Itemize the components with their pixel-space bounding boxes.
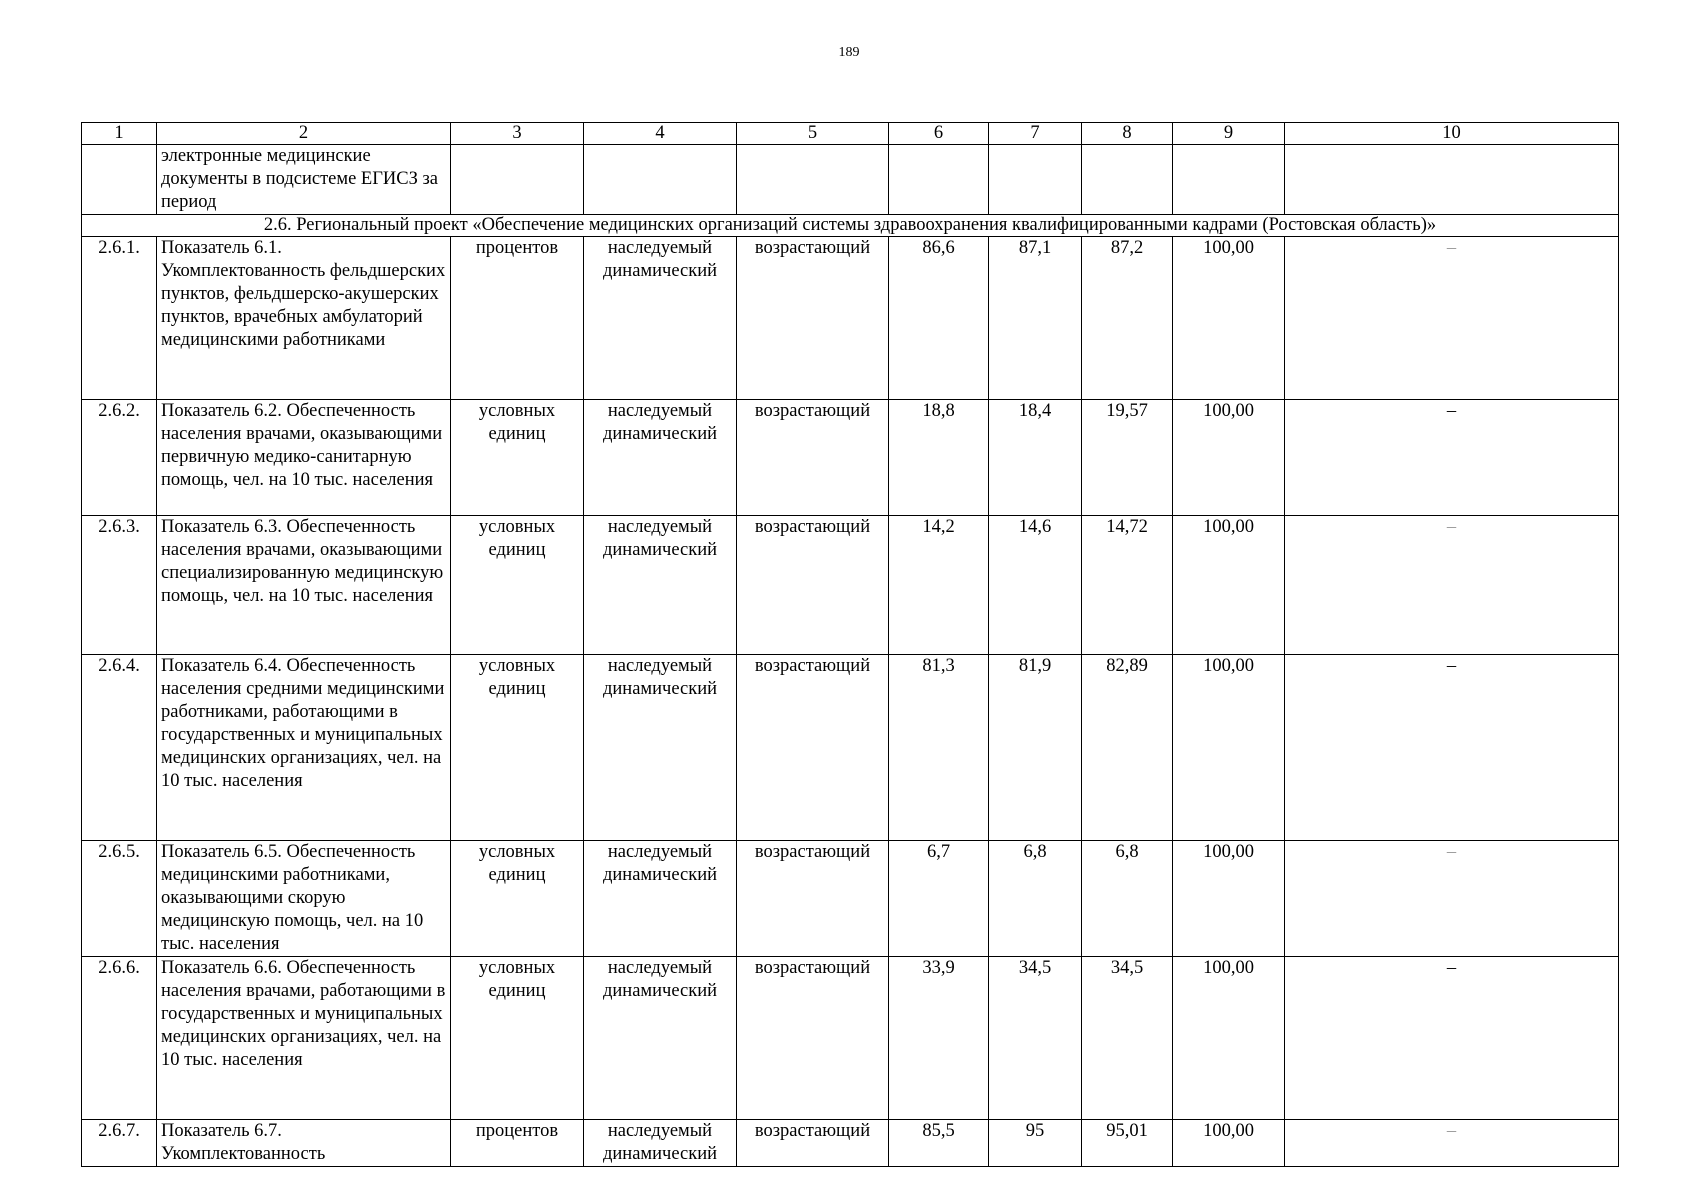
value-col-6: 85,5 — [889, 1120, 989, 1167]
value-col-8: 14,72 — [1082, 516, 1173, 655]
indicator-name: Показатель 6.5. Обеспеченность медицинскими работниками, оказывающими скорую медицинскую помощь, чел. на 10 тыс. населения — [157, 841, 451, 957]
table-row — [82, 841, 1619, 957]
value-col-7: 87,1 — [989, 237, 1082, 400]
empty-cell — [1285, 145, 1619, 215]
value-col-7: 95 — [989, 1120, 1082, 1167]
table-row — [82, 957, 1619, 1120]
dash-mark: – — [1446, 842, 1457, 862]
header-cell: 1 — [82, 123, 157, 145]
value-col-9: 100,00 — [1173, 237, 1285, 400]
indicator-type: наследуемый динамический — [584, 516, 737, 655]
dash-mark: – — [1446, 401, 1457, 421]
dash-mark: – — [1446, 958, 1457, 978]
value-col-8: 95,01 — [1082, 1120, 1173, 1167]
table-row — [82, 400, 1619, 516]
empty-cell — [82, 145, 157, 215]
indicator-type: наследуемый динамический — [584, 957, 737, 1120]
value-col-8: 82,89 — [1082, 655, 1173, 841]
value-col-6: 33,9 — [889, 957, 989, 1120]
unit-cell: процентов — [451, 1120, 584, 1167]
continuation-row — [82, 145, 1619, 215]
row-number: 2.6.5. — [82, 841, 157, 957]
table-row — [82, 1120, 1619, 1167]
value-col-7: 14,6 — [989, 516, 1082, 655]
value-col-8: 34,5 — [1082, 957, 1173, 1120]
dash-mark: – — [1446, 1121, 1457, 1141]
value-col-6: 14,2 — [889, 516, 989, 655]
column-number-header — [82, 123, 1619, 145]
note-cell — [1285, 237, 1619, 400]
value-col-9: 100,00 — [1173, 1120, 1285, 1167]
dash-mark: – — [1446, 656, 1457, 676]
value-col-6: 81,3 — [889, 655, 989, 841]
value-col-7: 18,4 — [989, 400, 1082, 516]
header-cell: 5 — [737, 123, 889, 145]
indicator-type: наследуемый динамический — [584, 237, 737, 400]
value-col-8: 6,8 — [1082, 841, 1173, 957]
header-cell: 2 — [157, 123, 451, 145]
indicator-name: Показатель 6.3. Обеспеченность населения врачами, оказывающими специализированную медицинскую помощь, чел. на 10 тыс. населения — [157, 516, 451, 655]
trend-direction: возрастающий — [737, 516, 889, 655]
indicator-type: наследуемый динамический — [584, 400, 737, 516]
value-col-6: 6,7 — [889, 841, 989, 957]
indicator-type: наследуемый динамический — [584, 1120, 737, 1167]
unit-cell: условных единиц — [451, 400, 584, 516]
indicator-name: Показатель 6.7. Укомплектованность — [157, 1120, 451, 1167]
trend-direction: возрастающий — [737, 400, 889, 516]
value-col-7: 6,8 — [989, 841, 1082, 957]
header-cell: 3 — [451, 123, 584, 145]
header-cell: 7 — [989, 123, 1082, 145]
unit-cell: условных единиц — [451, 841, 584, 957]
indicator-type: наследуемый динамический — [584, 841, 737, 957]
header-cell: 9 — [1173, 123, 1285, 145]
header-cell: 4 — [584, 123, 737, 145]
header-cell: 8 — [1082, 123, 1173, 145]
row-number: 2.6.3. — [82, 516, 157, 655]
unit-cell: условных единиц — [451, 655, 584, 841]
trend-direction: возрастающий — [737, 957, 889, 1120]
unit-cell: процентов — [451, 237, 584, 400]
note-cell — [1285, 400, 1619, 516]
trend-direction: возрастающий — [737, 237, 889, 400]
value-col-6: 18,8 — [889, 400, 989, 516]
table-row — [82, 655, 1619, 841]
trend-direction: возрастающий — [737, 841, 889, 957]
indicator-name: Показатель 6.1. Укомплектованность фельдшерских пунктов, фельдшерско-акушерских пунктов, врачебных амбулаторий медицинскими работниками — [157, 237, 451, 400]
empty-cell — [1173, 145, 1285, 215]
unit-cell: условных единиц — [451, 516, 584, 655]
dash-mark: – — [1446, 238, 1457, 258]
row-number: 2.6.1. — [82, 237, 157, 400]
section-row — [82, 215, 1619, 237]
empty-cell — [737, 145, 889, 215]
indicator-name: Показатель 6.6. Обеспеченность населения врачами, работающими в государственных и муниципальных медицинских организациях, чел. на 10 тыс. населения — [157, 957, 451, 1120]
header-cell: 6 — [889, 123, 989, 145]
indicator-name: Показатель 6.2. Обеспеченность населения врачами, оказывающими первичную медико-санитарную помощь, чел. на 10 тыс. населения — [157, 400, 451, 516]
dash-mark: – — [1446, 517, 1457, 537]
row-number: 2.6.6. — [82, 957, 157, 1120]
trend-direction: возрастающий — [737, 655, 889, 841]
page-number: 189 — [838, 45, 860, 60]
table-row — [82, 237, 1619, 400]
value-col-9: 100,00 — [1173, 400, 1285, 516]
row-number: 2.6.4. — [82, 655, 157, 841]
continuation-text: электронные медицинские документы в подсистеме ЕГИСЗ за период — [157, 145, 451, 215]
header-cell: 10 — [1285, 123, 1619, 145]
section-title: 2.6. Региональный проект «Обеспечение медицинских организаций системы здравоохранения квалифицированными кадрами (Ростовская область)» — [82, 215, 1619, 237]
note-cell — [1285, 841, 1619, 957]
value-col-8: 87,2 — [1082, 237, 1173, 400]
indicator-type: наследуемый динамический — [584, 655, 737, 841]
indicator-name: Показатель 6.4. Обеспеченность населения средними медицинскими работниками, работающими в государственных и муниципальных медицинских организациях, чел. на 10 тыс. населения — [157, 655, 451, 841]
value-col-6: 86,6 — [889, 237, 989, 400]
note-cell — [1285, 1120, 1619, 1167]
indicator-rows — [82, 237, 1619, 1167]
value-col-9: 100,00 — [1173, 516, 1285, 655]
row-number: 2.6.2. — [82, 400, 157, 516]
note-cell — [1285, 516, 1619, 655]
indicators-table — [81, 122, 1619, 1167]
empty-cell — [989, 145, 1082, 215]
row-number: 2.6.7. — [82, 1120, 157, 1167]
value-col-9: 100,00 — [1173, 841, 1285, 957]
table-row — [82, 516, 1619, 655]
value-col-9: 100,00 — [1173, 957, 1285, 1120]
unit-cell: условных единиц — [451, 957, 584, 1120]
value-col-8: 19,57 — [1082, 400, 1173, 516]
note-cell — [1285, 655, 1619, 841]
value-col-7: 81,9 — [989, 655, 1082, 841]
empty-cell — [451, 145, 584, 215]
empty-cell — [1082, 145, 1173, 215]
trend-direction: возрастающий — [737, 1120, 889, 1167]
note-cell — [1285, 957, 1619, 1120]
value-col-9: 100,00 — [1173, 655, 1285, 841]
value-col-7: 34,5 — [989, 957, 1082, 1120]
empty-cell — [584, 145, 737, 215]
empty-cell — [889, 145, 989, 215]
